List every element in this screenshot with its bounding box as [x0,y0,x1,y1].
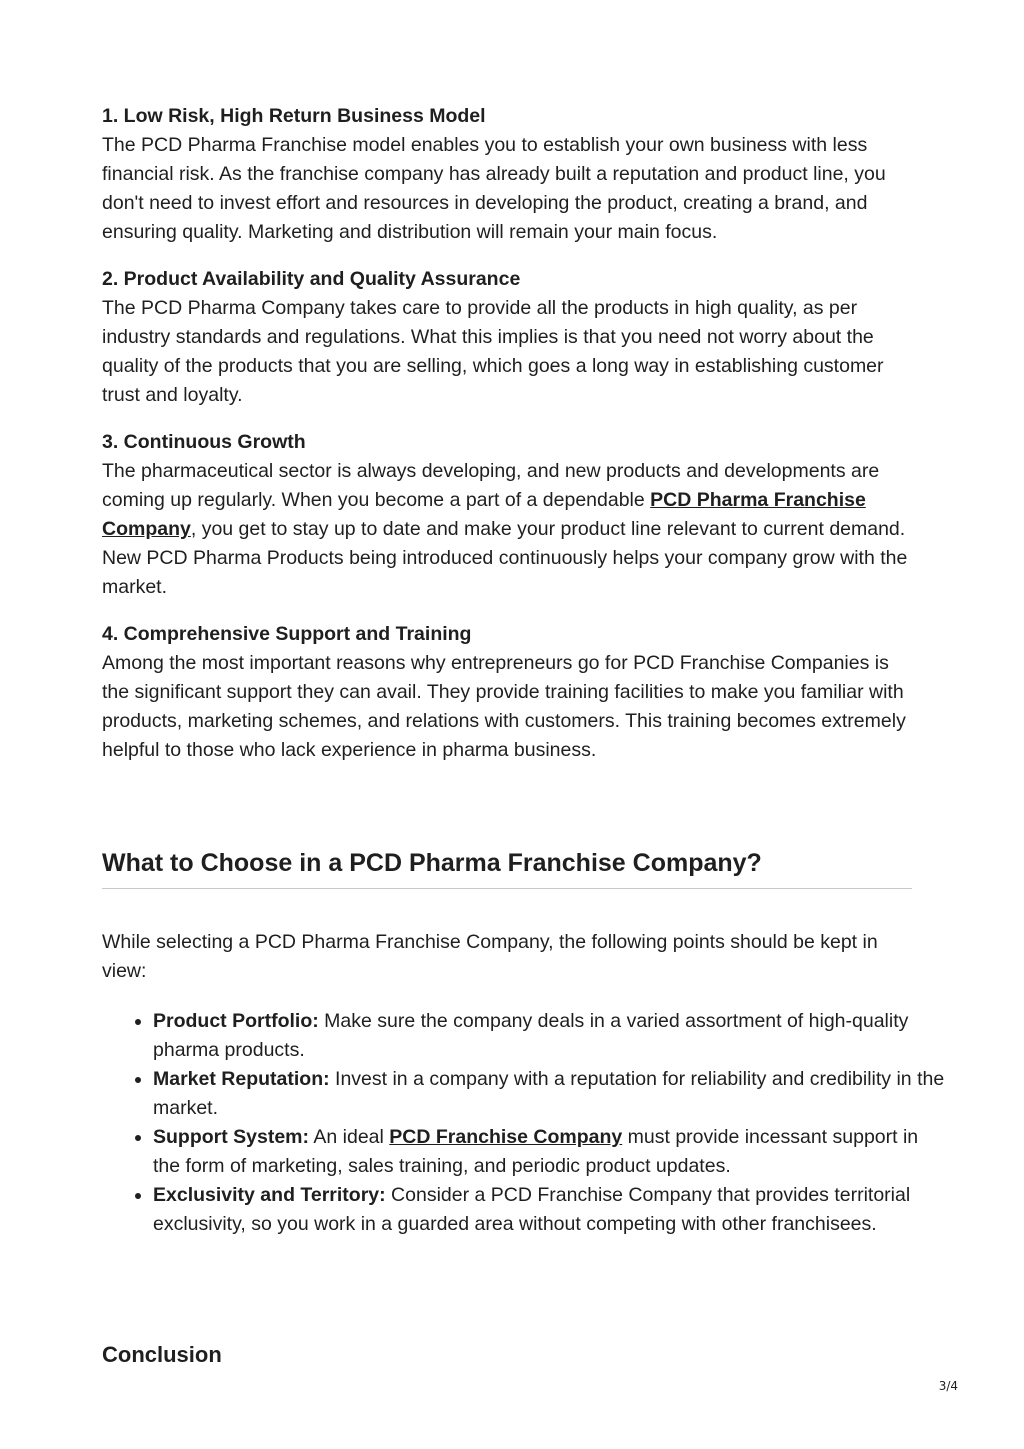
pcd-pharma-franchise-company-link[interactable]: PCD Pharma Franchise Company [102,489,866,540]
benefit-section-3 [102,428,912,602]
section-body: Among the most important reasons why entrepreneurs go for PCD Franchise Companies is the significant support they can avail. They provide training facilities to make you familiar with products, marketing schemes, and relations with customers. This training becomes extremely helpful to those who lack experience in pharma business. [102,652,906,761]
bullet-icon [135,1077,141,1083]
bullet-text: Make sure the company deals in a varied assortment of high-quality pharma products. [153,1010,909,1061]
body-text-before: The pharmaceutical sector is always developing, and new products and developments are coming up regularly. When you become a part of a dependable [102,460,880,511]
bullet-icon [135,1193,141,1199]
benefit-section-4 [102,620,912,765]
bullet-icon [135,1019,141,1025]
benefit-section-1 [102,102,912,247]
choose-heading: What to Choose in a PCD Pharma Franchise Company? [102,846,912,889]
list-item [153,1007,948,1065]
bullet-icon [135,1135,141,1141]
bullet-label: Exclusivity and Territory: [153,1184,386,1206]
bullet-label: Support System: [153,1126,310,1148]
section-heading: 1. Low Risk, High Return Business Model [102,105,486,127]
section-body [102,457,912,602]
list-item [153,1065,948,1123]
section-body: The PCD Pharma Company takes care to provide all the products in high quality, as per industry standards and regulations. What this implies is that you need not worry about the quality of the products that you are selling, which goes a long way in establishing customer trust and loyalty. [102,297,884,406]
bullet-text-after: must provide incessant support in the form of marketing, sales training, and periodic product updates. [153,1126,919,1177]
list-item [153,1123,948,1181]
choose-heading-block [102,846,912,889]
bullet-text-before: An ideal [309,1126,390,1148]
bullet-text: Consider a PCD Franchise Company that provides territorial exclusivity, so you work in a guarded area without competing with other franchisees. [153,1184,911,1235]
article-content [102,102,912,783]
section-heading: 2. Product Availability and Quality Assurance [102,268,521,290]
list-item [153,1181,948,1239]
bullet-label: Market Reputation: [153,1068,330,1090]
section-heading: 3. Continuous Growth [102,431,306,453]
body-text-after: , you get to stay up to date and make your product line relevant to current demand. New PCD Pharma Products being introduced continuously helps your company grow with the market. [102,518,908,598]
page-number: 3/4 [938,1379,958,1393]
section-heading: 4. Comprehensive Support and Training [102,623,472,645]
conclusion-heading: Conclusion [102,1342,222,1367]
benefit-section-2 [102,265,912,410]
bullet-text: Invest in a company with a reputation for reliability and credibility in the market. [153,1068,945,1119]
bullet-label: Product Portfolio: [153,1010,319,1032]
choose-bullet-list [102,1007,948,1239]
section-body: The PCD Pharma Franchise model enables you to establish your own business with less financial risk. As the franchise company has already built a reputation and product line, you don't need to invest effort and resources in developing the product, creating a brand, and ensuring quality. Marketing and distribution will remain your main focus. [102,134,886,243]
choose-intro: While selecting a PCD Pharma Franchise Company, the following points should be kept in view: [102,931,878,982]
pcd-franchise-company-link[interactable]: PCD Franchise Company [389,1126,623,1148]
